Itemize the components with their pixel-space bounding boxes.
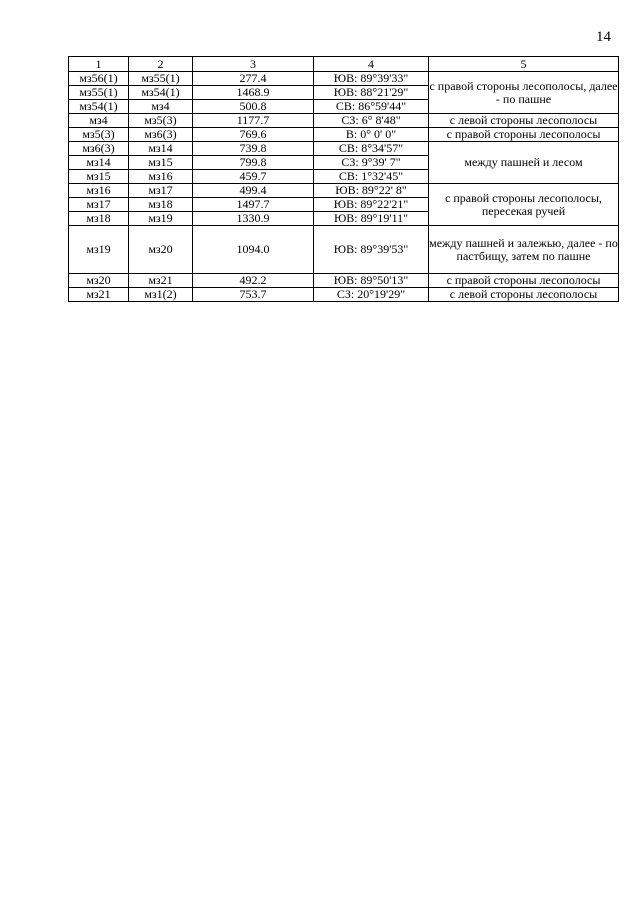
to-point: мз5(3)	[129, 114, 193, 128]
header-cell: 3	[193, 57, 314, 72]
table-row	[69, 72, 619, 86]
to-point: мз19	[129, 212, 193, 226]
bearing: СЗ: 9°39' 7"	[314, 156, 429, 170]
length: 277.4	[193, 72, 314, 86]
header-row	[69, 57, 619, 72]
from-point: мз19	[69, 226, 129, 274]
length: 753.7	[193, 288, 314, 302]
length: 500.8	[193, 100, 314, 114]
bearing: СЗ: 20°19'29"	[314, 288, 429, 302]
page-number: 14	[596, 29, 611, 45]
bearing: СЗ: 6° 8'48"	[314, 114, 429, 128]
description: с правой стороны лесополосы, далее - по пашне	[429, 72, 619, 114]
to-point: мз15	[129, 156, 193, 170]
bearing: ЮВ: 89°39'53"	[314, 226, 429, 274]
from-point: мз20	[69, 274, 129, 288]
description: с правой стороны лесополосы	[429, 274, 619, 288]
from-point: мз15	[69, 170, 129, 184]
to-point: мз17	[129, 184, 193, 198]
bearing: ЮВ: 89°22' 8"	[314, 184, 429, 198]
length: 1330.9	[193, 212, 314, 226]
length: 1468.9	[193, 86, 314, 100]
table-row	[69, 226, 619, 274]
bearing: СВ: 86°59'44"	[314, 100, 429, 114]
bearing: В: 0° 0' 0"	[314, 128, 429, 142]
bearing: ЮВ: 89°50'13"	[314, 274, 429, 288]
to-point: мз21	[129, 274, 193, 288]
to-point: мз18	[129, 198, 193, 212]
bearing: ЮВ: 88°21'29"	[314, 86, 429, 100]
to-point: мз6(3)	[129, 128, 193, 142]
description: между пашней и лесом	[429, 142, 619, 184]
to-point: мз14	[129, 142, 193, 156]
header-cell: 1	[69, 57, 129, 72]
from-point: мз14	[69, 156, 129, 170]
length: 799.8	[193, 156, 314, 170]
from-point: мз16	[69, 184, 129, 198]
to-point: мз1(2)	[129, 288, 193, 302]
from-point: мз21	[69, 288, 129, 302]
bearing: ЮВ: 89°19'11"	[314, 212, 429, 226]
length: 739.8	[193, 142, 314, 156]
to-point: мз54(1)	[129, 86, 193, 100]
length: 492.2	[193, 274, 314, 288]
table-row	[69, 114, 619, 128]
to-point: мз20	[129, 226, 193, 274]
bearing: ЮВ: 89°22'21"	[314, 198, 429, 212]
description: с левой стороны лесополосы	[429, 114, 619, 128]
from-point: мз17	[69, 198, 129, 212]
bearing: ЮВ: 89°39'33"	[314, 72, 429, 86]
description: между пашней и залежью, далее - по пастбищу, затем по пашне	[429, 226, 619, 274]
boundary-table	[68, 56, 619, 302]
from-point: мз5(3)	[69, 128, 129, 142]
length: 1497.7	[193, 198, 314, 212]
from-point: мз18	[69, 212, 129, 226]
header-cell: 4	[314, 57, 429, 72]
from-point: мз55(1)	[69, 86, 129, 100]
header-cell: 5	[429, 57, 619, 72]
from-point: мз56(1)	[69, 72, 129, 86]
bearing: СВ: 8°34'57"	[314, 142, 429, 156]
length: 1094.0	[193, 226, 314, 274]
description: с правой стороны лесополосы	[429, 128, 619, 142]
to-point: мз55(1)	[129, 72, 193, 86]
to-point: мз16	[129, 170, 193, 184]
description: с левой стороны лесополосы	[429, 288, 619, 302]
from-point: мз4	[69, 114, 129, 128]
description: с правой стороны лесополосы, пересекая ручей	[429, 184, 619, 226]
bearing: СВ: 1°32'45"	[314, 170, 429, 184]
length: 499.4	[193, 184, 314, 198]
table-row	[69, 184, 619, 198]
table-row	[69, 128, 619, 142]
from-point: мз6(3)	[69, 142, 129, 156]
length: 1177.7	[193, 114, 314, 128]
to-point: мз4	[129, 100, 193, 114]
table-row	[69, 142, 619, 156]
from-point: мз54(1)	[69, 100, 129, 114]
table-row	[69, 288, 619, 302]
length: 769.6	[193, 128, 314, 142]
table-row	[69, 274, 619, 288]
length: 459.7	[193, 170, 314, 184]
header-cell: 2	[129, 57, 193, 72]
